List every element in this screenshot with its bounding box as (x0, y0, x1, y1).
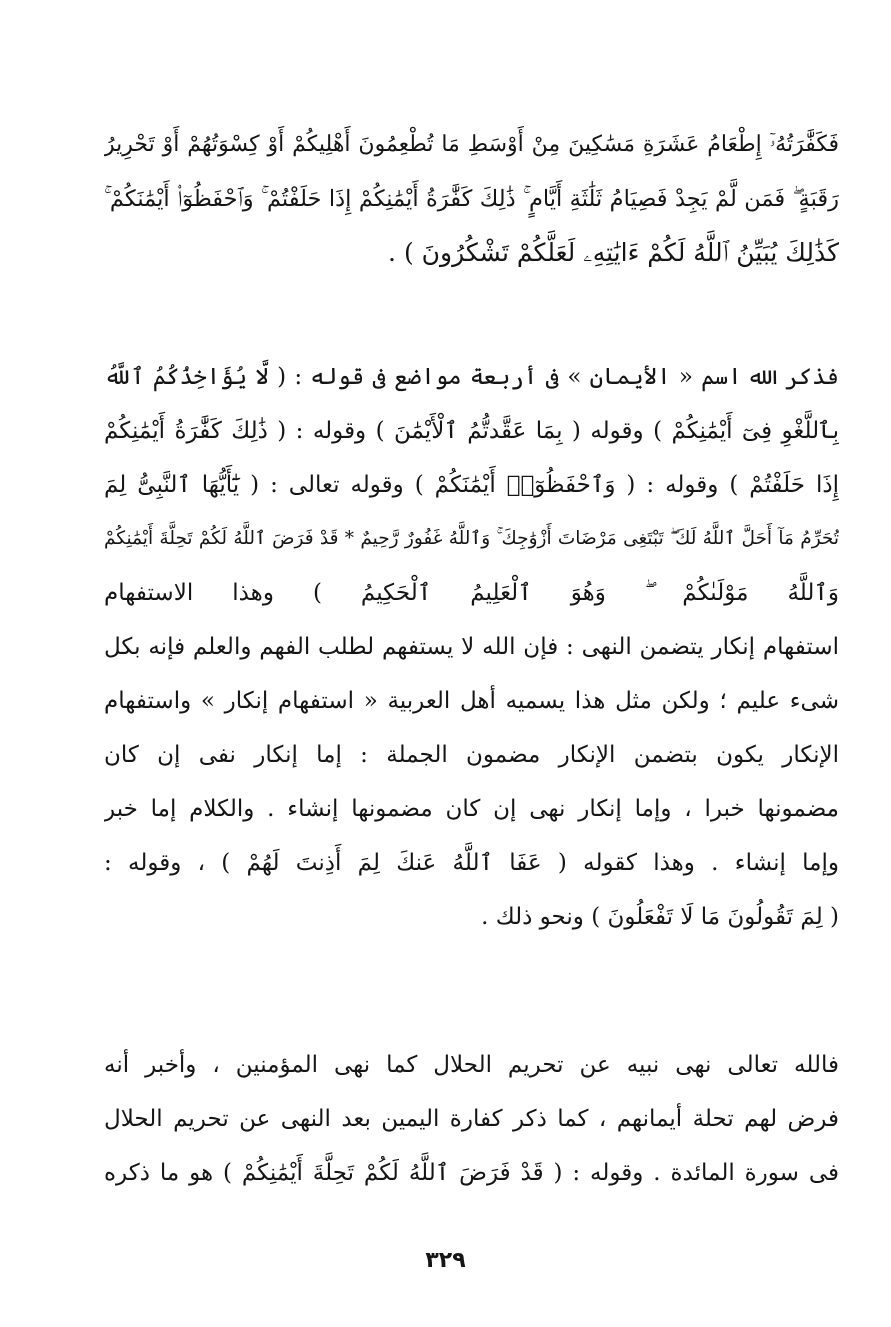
text-line: شىء عليم ؛ ولكن مثل هذا يسميه أهل العربية « استفهام إنكار » واستفهام (104, 688, 839, 714)
text-line: استفهام إنكار يتضمن النهى : فإن الله لا يستفهم لطلب الفهم والعلم فإنه بكل (104, 634, 839, 660)
paragraph-oaths-in-quran (104, 350, 839, 944)
text-line: ( لِمَ تَقُولُونَ مَا لَا تَفْعَلُونَ ) ونحو ذلك . (481, 904, 839, 930)
text-line: فذكر الله اسم « الأيمان » فى أربعة مواضع فى قوله : ( لَّا يُؤَاخِذُكُمُ ٱللَّهُ (104, 364, 839, 390)
text-line: مضمونها خبرا ، وإما إنكار نهى إن كان مضمونها إنشاء . والكلام إما خبر (104, 796, 839, 822)
paragraph-forbidding-the-lawful (104, 1038, 839, 1200)
quran-verse-continuation (104, 118, 839, 280)
text-line: الإنكار يكون بتضمن الإنكار مضمون الجملة : إما إنكار نفى إن كان (104, 742, 839, 768)
text-line: تُحَرِّمُ مَآ أَحَلَّ ٱللَّهُ لَكَ ۖ تَبْتَغِى مَرْضَاتَ أَزْوَٰجِكَ ۚ وَٱللَّهُ غَفُورٌ رَّحِيمٌ * قَدْ فَرَضَ ٱللَّهُ لَكُمْ تَحِلَّةَ أَيْمَٰنِكُمْ (104, 528, 839, 549)
verse-line: كَذَٰلِكَ يُبَيِّنُ ٱللَّهُ لَكُمْ ءَايَٰتِهِۦ لَعَلَّكُمْ تَشْكُرُونَ ) . (388, 238, 839, 267)
text-line: وَٱللَّهُ مَوْلَىٰكُمْ ۖ وَهُوَ ٱلْعَلِيمُ ٱلْحَكِيمُ ) وهذا الاستفهام (104, 580, 839, 606)
page-number: ٣٢٩ (425, 1248, 466, 1273)
verse-line: رَقَبَةٍ ۖ فَمَن لَّمْ يَجِدْ فَصِيَامُ ثَلَٰثَةِ أَيَّامٍ ۚ ذَٰلِكَ كَفَّٰرَةُ أَيْمَٰنِكُمْ إِذَا حَلَفْتُمْ ۚ وَٱحْفَظُوٓا۟ أَيْمَٰنَكُمْ ۚ (104, 186, 839, 212)
text-line: فالله تعالى نهى نبيه عن تحريم الحلال كما نهى المؤمنين ، وأخبر أنه (104, 1052, 839, 1078)
text-line: بِٱللَّغْوِ فِىٓ أَيْمَٰنِكُمْ ) وقوله ( بِمَا عَقَّدتُّمُ ٱلْأَيْمَٰنَ ) وقوله : ( ذَٰلِكَ كَفَّٰرَةُ أَيْمَٰنِكُمْ (104, 418, 839, 444)
text-line: فرض لهم تحلة أيمانهم ، كما ذكر كفارة اليمين بعد النهى عن تحريم الحلال (104, 1106, 839, 1132)
text-line: فى سورة المائدة . وقوله : ( قَدْ فَرَضَ ٱللَّهُ لَكُمْ تَحِلَّةَ أَيْمَٰنِكُمْ ) هو ما ذكره (104, 1160, 839, 1186)
text-line: إِذَا حَلَفْتُمْ ) وقوله : ( وَٱحْفَظُوٓا۟ أَيْمَٰنَكُمْ ) وقوله تعالى : ( يَٰٓأَيُّهَا ٱلنَّبِىُّ لِمَ (104, 472, 839, 498)
verse-line: فَكَفَّٰرَتُهُۥٓ إِطْعَامُ عَشَرَةِ مَسَٰكِينَ مِنْ أَوْسَطِ مَا تُطْعِمُونَ أَهْلِيكُمْ أَوْ كِسْوَتُهُمْ أَوْ تَحْرِيرُ (104, 132, 839, 157)
text-line: وإما إنشاء . وهذا كقوله ( عَفَا ٱللَّهُ عَنكَ لِمَ أَذِنتَ لَهُمْ ) ، وقوله : (104, 850, 839, 876)
